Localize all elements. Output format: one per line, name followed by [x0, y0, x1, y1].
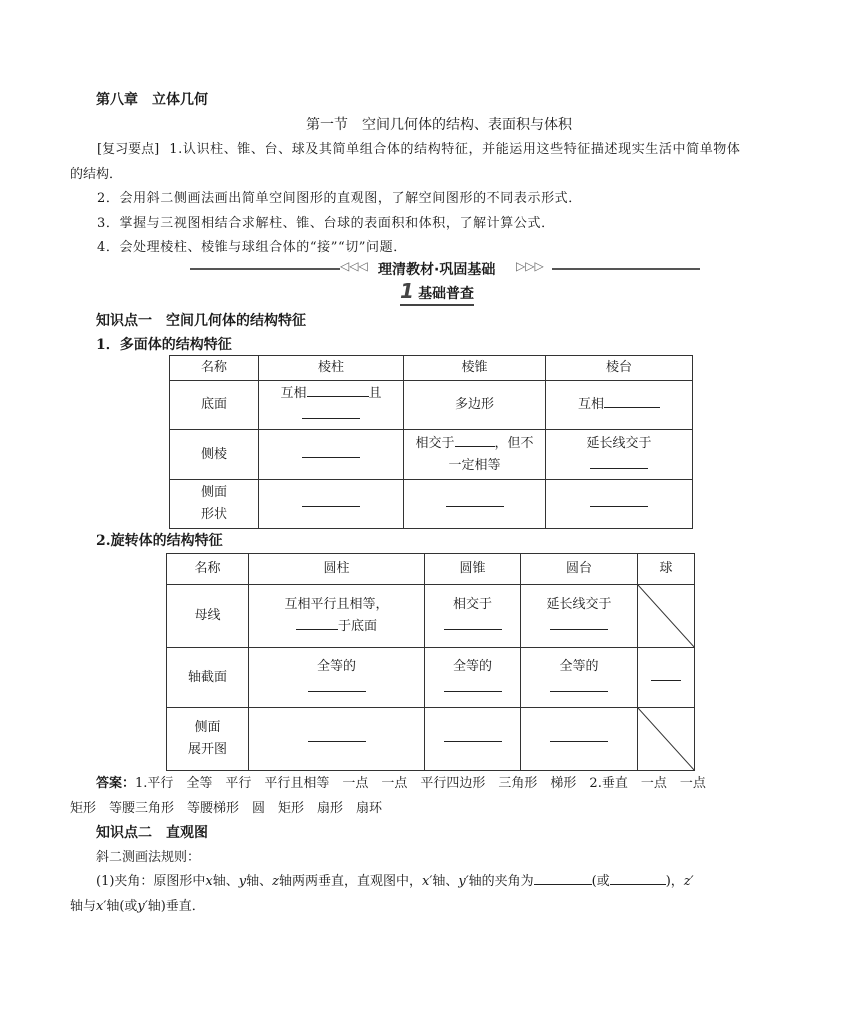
- diagonal-slash: [638, 708, 695, 771]
- th-name: 名称: [170, 356, 259, 381]
- math-x-prime: x′: [422, 874, 433, 889]
- answer-blank: [302, 445, 360, 458]
- cell-cone-generatrix: [425, 585, 521, 648]
- review-tag: [复习要点]: [97, 142, 160, 157]
- answer-line-2: 矩形 等腰三角形 等腰梯形 圆 矩形 扇形 扇环: [70, 801, 383, 816]
- text: 轴、: [212, 874, 239, 889]
- text: 轴)垂直．: [147, 899, 205, 914]
- cell-cylinder-generatrix: [249, 585, 425, 648]
- cell-text: 于底面: [337, 619, 377, 634]
- th-frustum: 圆台: [521, 554, 638, 585]
- k2-rule-1-cont: [70, 895, 205, 914]
- answer-blank: [550, 617, 608, 630]
- k2-rule-1: [96, 870, 694, 889]
- cell-pyramid-base: 多边形: [404, 381, 546, 430]
- cell-prism-edge: [259, 430, 404, 480]
- cell-text: 形状: [200, 507, 227, 522]
- banner-sub: 基础普查: [418, 286, 475, 302]
- answer-line-1: [96, 772, 706, 791]
- k1-title: 知识点一 空间几何体的结构特征: [96, 313, 306, 329]
- answer-blank: [302, 494, 360, 507]
- review-point-2: 2．会用斜二侧画法画出简单空间图形的直观图，了解空间图形的不同表示形式．: [97, 191, 582, 206]
- review-text-1b: 的结构．: [70, 167, 123, 182]
- banner-arrows-right: ▷▷▷: [516, 259, 544, 273]
- row-label-generatrix: 母线: [167, 585, 249, 648]
- math-z: z: [272, 874, 280, 889]
- cell-prism-base: [259, 381, 404, 430]
- banner-arrows-left: ◁◁◁: [340, 259, 368, 273]
- cell-text: 相交于: [415, 435, 455, 451]
- cell-pyramid-edge: [404, 430, 546, 480]
- table-row: [170, 356, 693, 381]
- k1-sub2: 2.旋转体的结构特征: [96, 533, 223, 549]
- cell-text: 且: [368, 386, 382, 401]
- math-y: y: [238, 874, 247, 889]
- row-label-edge: 侧棱: [170, 430, 259, 480]
- review-text-1a: 1.认识柱、锥、台、球及其简单组合体的结构特征，并能运用这些特征描述现实生活中简单物体: [169, 142, 741, 157]
- banner-line-left: [190, 268, 340, 270]
- math-z-prime: z′: [683, 874, 694, 889]
- text: 轴两两垂直，直观图中，: [279, 874, 423, 889]
- banner-subtitle: [400, 279, 474, 306]
- k2-rule: 斜二测画法规则：: [96, 850, 201, 865]
- banner-number: 1: [400, 279, 414, 303]
- cell-frustum-axial: [521, 648, 638, 708]
- cell-text: 全等的: [452, 658, 492, 674]
- cell-pyramid-face: [404, 480, 546, 529]
- row-label-base: 底面: [170, 381, 259, 430]
- cell-cylinder-axial: [249, 648, 425, 708]
- answer-blank: [590, 494, 648, 507]
- answer-blank: [534, 872, 592, 885]
- section-title: 第一节 空间几何体的结构、表面积与体积: [306, 117, 572, 133]
- answer-blank: [444, 679, 502, 692]
- th-pyramid: 棱锥: [404, 356, 546, 381]
- answer-blank: [308, 729, 366, 742]
- th-cone: 圆锥: [425, 554, 521, 585]
- banner-line-right: [552, 268, 700, 270]
- cell-text: 一定相等: [448, 457, 501, 473]
- review-point-3: 3．掌握与三视图相结合求解柱、锥、台球的表面积和体积，了解计算公式．: [97, 216, 555, 231]
- answer-blank: [590, 456, 648, 469]
- text: 轴与: [70, 899, 97, 914]
- text: 轴、: [432, 874, 459, 889]
- text: (1)夹角：原图形中: [96, 874, 206, 889]
- cell-text: 侧面: [194, 720, 221, 735]
- review-point-4: 4．会处理棱柱、棱锥与球组合体的“接”“切”问题．: [97, 240, 407, 255]
- math-x-prime: x′: [96, 899, 107, 914]
- cell-text: 延长线交于: [586, 435, 652, 451]
- th-name: 名称: [167, 554, 249, 585]
- th-prism: 棱柱: [259, 356, 404, 381]
- row-label-face: [170, 480, 259, 529]
- cell-text: 互相: [280, 386, 307, 401]
- answer-label: 答案：: [96, 776, 136, 791]
- diagonal-slash: [638, 585, 695, 648]
- k2-title: 知识点二 直观图: [96, 825, 208, 841]
- answer-blank: [308, 679, 366, 692]
- table-row: [170, 430, 693, 480]
- cell-sphere-unfold: [638, 708, 695, 771]
- cell-cone-unfold: [425, 708, 521, 771]
- answer-blank: [307, 384, 369, 397]
- answer-blank: [455, 434, 495, 447]
- answer-blank: [444, 617, 502, 630]
- answer-blank: [550, 729, 608, 742]
- table-row: [170, 381, 693, 430]
- table-row: [167, 585, 695, 648]
- text: )，: [665, 874, 684, 889]
- table-row: [170, 480, 693, 529]
- cell-text: 侧面: [200, 485, 227, 500]
- answer-text: 1.平行 全等 平行 平行且相等 一点 一点 平行四边形 三角形 梯形 2.垂直 一点 一点: [135, 776, 706, 791]
- cell-cone-axial: [425, 648, 521, 708]
- cell-frustum-face: [546, 480, 693, 529]
- answer-blank: [604, 395, 660, 408]
- cell-text: 相交于: [452, 597, 492, 612]
- table-row: [167, 554, 695, 585]
- cell-text: 全等的: [559, 658, 599, 674]
- cell-frustum-unfold: [521, 708, 638, 771]
- k1-sub1: 1．多面体的结构特征: [96, 337, 232, 353]
- cell-text: ，但不: [494, 435, 534, 451]
- text: (或: [591, 874, 610, 889]
- th-sphere: 球: [638, 554, 695, 585]
- cell-cylinder-unfold: [249, 708, 425, 771]
- revolution-table: [166, 553, 695, 771]
- text: 轴(或: [106, 899, 138, 914]
- answer-blank: [610, 872, 666, 885]
- cell-text: 展开图: [187, 742, 227, 757]
- answer-blank: [444, 729, 502, 742]
- cell-prism-face: [259, 480, 404, 529]
- cell-sphere-generatrix: [638, 585, 695, 648]
- text: 轴的夹角为: [468, 874, 534, 889]
- table-row: [167, 708, 695, 771]
- row-label-unfold: [167, 708, 249, 771]
- math-y-prime: y′: [137, 899, 148, 914]
- math-y-prime: y′: [458, 874, 469, 889]
- cell-text: 互相: [577, 397, 604, 412]
- cell-sphere-axial: [638, 648, 695, 708]
- review-point-1: [97, 138, 741, 157]
- polyhedron-table: [169, 355, 693, 529]
- math-x: x: [205, 874, 213, 889]
- table-row: [167, 648, 695, 708]
- cell-frustum-edge: [546, 430, 693, 480]
- cell-frustum-generatrix: [521, 585, 638, 648]
- cell-frustum-base: [546, 381, 693, 430]
- answer-blank: [302, 406, 360, 419]
- answer-blank: [296, 617, 338, 630]
- text: 轴、: [246, 874, 273, 889]
- answer-blank: [446, 494, 504, 507]
- th-frustum: 棱台: [546, 356, 693, 381]
- answer-blank: [651, 668, 681, 681]
- cell-text: 全等的: [316, 658, 356, 674]
- answer-blank: [550, 679, 608, 692]
- row-label-axial: 轴截面: [167, 648, 249, 708]
- banner-title: 理清教材·巩固基础: [378, 262, 496, 278]
- cell-text: 互相平行且相等，: [284, 597, 389, 612]
- cell-text: 延长线交于: [546, 597, 612, 612]
- chapter-title: 第八章 立体几何: [96, 92, 208, 108]
- th-cylinder: 圆柱: [249, 554, 425, 585]
